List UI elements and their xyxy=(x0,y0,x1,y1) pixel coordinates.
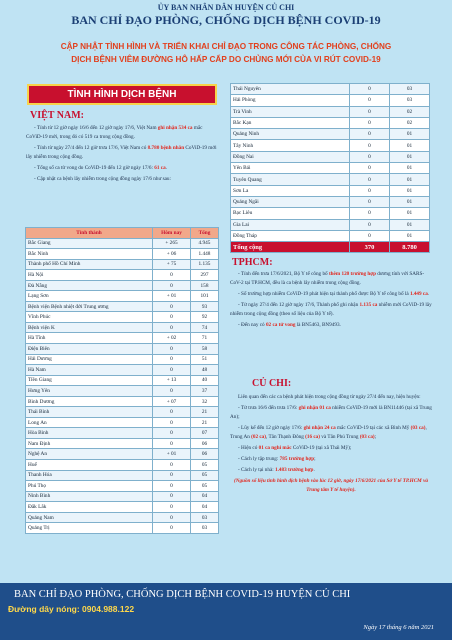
cuchi-text xyxy=(230,393,432,495)
cell-today: 0 xyxy=(153,354,191,365)
cell-province: Hưng Yên xyxy=(26,386,153,397)
cell-today: 0 xyxy=(153,407,191,418)
cell-today: 0 xyxy=(153,270,191,281)
cell-province: Đồng Nai xyxy=(231,151,350,162)
cell-province: Bắc Giang xyxy=(26,238,153,249)
text-run: , Trung An xyxy=(230,425,427,440)
cell-province: Yên Bái xyxy=(231,163,350,174)
cell-total: 1.448 xyxy=(191,249,219,260)
cell-province: Long An xyxy=(26,417,153,428)
table-row xyxy=(26,354,219,365)
cases-table-right xyxy=(230,83,430,253)
hotline: Đường dây nóng: 0904.988.122 xyxy=(8,604,135,614)
cell-today: 0 xyxy=(153,523,191,534)
cell-total: 92 xyxy=(191,312,219,323)
cell-today: + 06 xyxy=(153,249,191,260)
cell-province: Tuyên Quang xyxy=(231,174,350,185)
cell-province: Hà Tĩnh xyxy=(26,333,153,344)
cell-total: 40 xyxy=(191,375,219,386)
hcm-paragraph-4 xyxy=(230,321,432,330)
section-banner: TÌNH HÌNH DỊCH BỆNH xyxy=(27,84,217,105)
cell-total: 04 xyxy=(191,502,219,513)
table-row xyxy=(26,396,219,407)
cuchi-paragraph-3 xyxy=(230,444,432,453)
table-row xyxy=(26,333,219,344)
highlight: ghi nhận 01 ca xyxy=(298,405,331,411)
page-footer xyxy=(0,583,452,640)
table-row xyxy=(26,523,219,534)
cell-total: 05 xyxy=(191,470,219,481)
cell-province: Hà Nội xyxy=(26,270,153,281)
table-row xyxy=(26,481,219,492)
cell-total: 48 xyxy=(191,365,219,376)
cell-province: Đăk Lăk xyxy=(26,502,153,513)
hcm-paragraph-1 xyxy=(230,270,432,288)
table-row xyxy=(26,280,219,291)
cell-today: 0 xyxy=(153,365,191,376)
cuchi-paragraph-4 xyxy=(230,455,432,464)
cell-province: Bệnh viện K xyxy=(26,322,153,333)
table-row xyxy=(231,196,430,207)
table-row xyxy=(26,270,219,281)
cell-today: + 07 xyxy=(153,396,191,407)
text-run: - Số trường hợp nhiễm CoViD-19 phát hiện tại thành phố được Bộ Y tế công bố là xyxy=(238,291,410,297)
text-run: CoViD-19 mới lây nhiễm trong cộng đồng. xyxy=(26,145,217,160)
cell-province: Bệnh viện Bệnh nhiệt đới Trung ương xyxy=(26,301,153,312)
hcm-paragraph-2 xyxy=(230,290,432,299)
table-row xyxy=(231,106,430,117)
cell-total: 01 xyxy=(390,208,430,219)
cell-today: 0 xyxy=(350,174,390,185)
cell-today: 0 xyxy=(153,312,191,323)
vietnam-text xyxy=(26,124,218,184)
cell-province: Hải Dương xyxy=(26,354,153,365)
text-run: mắc CoViD-19 tại các xã Bình Mỹ xyxy=(335,425,411,431)
text-run: dương tính với SARS-CoV-2 tại TP.HCM, đều là ca bệnh lây nhiễm trong cộng đồng. xyxy=(230,271,425,286)
hcm-text xyxy=(230,270,432,330)
table-row xyxy=(231,174,430,185)
table-row xyxy=(26,407,219,418)
cell-today: + 13 xyxy=(153,375,191,386)
subtitle xyxy=(6,40,446,66)
cuchi-paragraph-1 xyxy=(230,404,432,422)
cell-province: Hà Nam xyxy=(26,365,153,376)
cell-today: 0 xyxy=(153,344,191,355)
table-row xyxy=(26,312,219,323)
cell-total: 04 xyxy=(191,491,219,502)
text-run: - Cách ly tại nhà: xyxy=(238,467,276,473)
col-header-province: Tỉnh thành xyxy=(26,228,153,239)
cell-total: 01 xyxy=(390,140,430,151)
table-row xyxy=(26,249,219,260)
cell-today: 0 xyxy=(153,280,191,291)
table-row xyxy=(26,301,219,312)
cell-today: 0 xyxy=(350,151,390,162)
col-header-total: Tổng xyxy=(191,228,219,239)
cell-total: 07 xyxy=(191,428,219,439)
cuchi-paragraph-2 xyxy=(230,424,432,442)
cell-province: Quảng Trị xyxy=(26,523,153,534)
table-row xyxy=(231,129,430,140)
table-row xyxy=(231,84,430,95)
cell-province: Gia Lai xyxy=(231,219,350,230)
table-row xyxy=(231,219,430,230)
subtitle-line-1: CẬP NHẬT TÌNH HÌNH VÀ TRIỂN KHAI CHỈ ĐẠO TRONG CÔNG TÁC PHÒNG, CHỐNG xyxy=(60,42,392,51)
table-row xyxy=(26,238,219,249)
cell-today: 0 xyxy=(350,95,390,106)
text-run: là BN5463, BN9493. xyxy=(295,322,341,328)
text-run: - Tính đến trưa 17/6/2021, Bộ Y tế công bố xyxy=(238,271,329,277)
cell-today: 0 xyxy=(153,512,191,523)
cell-today: 0 xyxy=(350,196,390,207)
highlight: 61 ca xyxy=(154,165,166,171)
cell-today: + 01 xyxy=(153,449,191,460)
cell-total: 03 xyxy=(191,523,219,534)
cell-total: 01 xyxy=(390,219,430,230)
cell-total: 01 xyxy=(390,185,430,196)
page-header xyxy=(0,0,452,28)
cell-total: 01 xyxy=(390,163,430,174)
cell-province: Quảng Ninh xyxy=(231,129,350,140)
total-sum: 8.780 xyxy=(390,242,430,253)
cell-today: 0 xyxy=(153,502,191,513)
cell-today: + 01 xyxy=(153,291,191,302)
cell-today: 0 xyxy=(350,129,390,140)
cell-total: 01 xyxy=(390,196,430,207)
table-row xyxy=(26,438,219,449)
cuchi-paragraph-0: Liên quan đến các ca bệnh phát hiện trong cộng đồng từ ngày 27/4 đến nay, hiện huyện: xyxy=(238,394,421,400)
cell-today: 0 xyxy=(153,491,191,502)
subtitle-line-2: DỊCH BỆNH VIÊM ĐƯỜNG HÔ HẤP CẤP DO CHỦNG MỚI CỦA VI RÚT COVID-19 xyxy=(71,55,381,64)
highlight: 1.135 ca xyxy=(359,302,378,308)
text-run: ; xyxy=(374,434,377,440)
cell-today: 0 xyxy=(153,322,191,333)
cell-province: Bình Dương xyxy=(26,396,153,407)
total-today: 370 xyxy=(350,242,390,253)
cell-today: 0 xyxy=(350,208,390,219)
text-run: , Tân Thạnh Đông xyxy=(266,434,306,440)
cell-total: 4.945 xyxy=(191,238,219,249)
cell-total: 03 xyxy=(390,95,430,106)
cell-total: 21 xyxy=(191,417,219,428)
vietnam-title: VIỆT NAM: xyxy=(30,110,84,121)
table-row xyxy=(26,291,219,302)
cell-total: 03 xyxy=(390,84,430,95)
cell-province: Quảng Nam xyxy=(26,512,153,523)
cell-today: 0 xyxy=(350,185,390,196)
table-row xyxy=(231,163,430,174)
highlight: (02 ca) xyxy=(251,434,266,440)
hcm-paragraph-3 xyxy=(230,301,432,319)
cell-today: 0 xyxy=(350,163,390,174)
cell-total: 158 xyxy=(191,280,219,291)
table-row xyxy=(26,322,219,333)
cell-province: Lạng Sơn xyxy=(26,291,153,302)
cell-today: 0 xyxy=(153,417,191,428)
cell-province: Vĩnh Phúc xyxy=(26,312,153,323)
cell-total: 21 xyxy=(191,407,219,418)
total-label: Tổng cộng xyxy=(231,242,350,253)
cell-province: Thái Bình xyxy=(26,407,153,418)
cell-total: 37 xyxy=(191,386,219,397)
cell-total: 51 xyxy=(191,354,219,365)
table-row xyxy=(231,185,430,196)
cell-total: 74 xyxy=(191,322,219,333)
highlight: 01 ca nghi mắc xyxy=(258,445,292,451)
cases-table-left xyxy=(25,227,219,534)
cell-total: 03 xyxy=(191,512,219,523)
cell-province: Hải Phòng xyxy=(231,95,350,106)
table-row xyxy=(231,230,430,241)
cell-today: 0 xyxy=(153,460,191,471)
cell-today: 0 xyxy=(153,438,191,449)
text-run: - Cách ly tập trung: xyxy=(238,456,280,462)
text-run: - Tính từ ngày 27/4 đến 12 giờ trưa 17/6, Việt Nam có xyxy=(34,145,148,151)
highlight: 785 trường hợp xyxy=(279,456,315,462)
table-row xyxy=(231,117,430,128)
cell-today: 0 xyxy=(350,230,390,241)
cell-province: Quảng Ngãi xyxy=(231,196,350,207)
cell-province: Bắc Kạn xyxy=(231,117,350,128)
table-row xyxy=(26,344,219,355)
cell-province: Bắc Ninh xyxy=(26,249,153,260)
table-row xyxy=(26,502,219,513)
text-run: - Hiện có xyxy=(238,445,259,451)
highlight: (03 ca) xyxy=(359,434,375,440)
cell-total: 297 xyxy=(191,270,219,281)
cell-province: Thành phố Hồ Chí Minh xyxy=(26,259,153,270)
source-note: (Nguồn số liệu tình hình dịch bệnh vào lúc 12 giờ, ngày 17/6/2021 của Sở Y tế TP.HCM và Trung tâm Y tế huyện). xyxy=(234,478,428,493)
cell-total: 05 xyxy=(191,460,219,471)
text-run: - Đến nay có xyxy=(238,322,266,328)
vietnam-paragraph-1 xyxy=(26,124,218,142)
text-run: . xyxy=(313,467,315,473)
cell-total: 02 xyxy=(390,106,430,117)
cell-today: 0 xyxy=(350,117,390,128)
table-row xyxy=(26,491,219,502)
cuchi-paragraph-5 xyxy=(230,466,432,475)
text-run: . xyxy=(427,291,430,297)
cell-province: Thanh Hóa xyxy=(26,470,153,481)
cell-total: 02 xyxy=(390,117,430,128)
cell-province: Sơn La xyxy=(231,185,350,196)
cell-total: 01 xyxy=(390,230,430,241)
vietnam-paragraph-4: - Cập nhật ca bệnh lây nhiễm trong cộng đồng ngày 17/6 như sau: xyxy=(34,176,171,182)
text-run: - Từ trưa 16/6 đến trưa 17/6: xyxy=(238,405,299,411)
cell-total: 93 xyxy=(191,301,219,312)
cell-today: 0 xyxy=(153,428,191,439)
office-name: BAN CHỈ ĐẠO PHÒNG, CHỐNG DỊCH BỆNH COVID-19 xyxy=(71,13,381,27)
org-name: ỦY BAN NHÂN DÂN HUYỆN CỦ CHI xyxy=(157,3,295,12)
text-run: CoViD-19 (tại xã Thái Mỹ); xyxy=(291,445,352,451)
text-run: ; xyxy=(314,456,316,462)
cell-today: 0 xyxy=(153,470,191,481)
highlight: (16 ca) xyxy=(305,434,320,440)
vietnam-paragraph-2 xyxy=(26,144,218,162)
text-run: . xyxy=(165,165,167,171)
cell-province: Bạc Liêu xyxy=(231,208,350,219)
text-run: nhiễm CoViD-19 mới là BN11446 (tại xã Trung An); xyxy=(230,405,432,420)
table-row xyxy=(231,151,430,162)
cell-province: Phú Thọ xyxy=(26,481,153,492)
cell-total: 01 xyxy=(390,174,430,185)
vietnam-paragraph-3 xyxy=(26,164,218,173)
table-row xyxy=(26,460,219,471)
table-row xyxy=(26,259,219,270)
footer-title: BAN CHỈ ĐẠO PHÒNG, CHỐNG DỊCH BỆNH COVID-19 HUYỆN CỦ CHI xyxy=(14,589,351,600)
cell-total: 71 xyxy=(191,333,219,344)
cell-total: 58 xyxy=(191,344,219,355)
text-run: mắc CoViD-19 mới, trong đó có 519 ca trong cộng đồng. xyxy=(26,125,203,140)
table-row xyxy=(26,470,219,481)
table-row xyxy=(26,417,219,428)
cell-province: Thái Nguyên xyxy=(231,84,350,95)
table-row xyxy=(26,375,219,386)
cell-province: Đà Nẵng xyxy=(26,280,153,291)
table-row xyxy=(26,428,219,439)
highlight: 8.780 bệnh nhân xyxy=(147,145,185,151)
cell-province: Tây Ninh xyxy=(231,140,350,151)
cell-total: 05 xyxy=(191,481,219,492)
cell-today: 0 xyxy=(350,84,390,95)
cell-province: Hòa Bình xyxy=(26,428,153,439)
text-run: và Tân Phú Trung xyxy=(320,434,360,440)
table-header-row xyxy=(26,228,219,239)
cell-province: Trà Vinh xyxy=(231,106,350,117)
footer-date: Ngày 17 tháng 6 năm 2021 xyxy=(363,624,434,631)
cell-province: Nam Định xyxy=(26,438,153,449)
cell-today: 0 xyxy=(153,301,191,312)
highlight: ghi nhận 534 ca xyxy=(157,125,193,131)
table-row xyxy=(26,512,219,523)
table-row xyxy=(26,365,219,376)
cell-province: Điện Biên xyxy=(26,344,153,355)
highlight: 02 ca tử vong xyxy=(265,322,296,328)
hcm-title: TPHCM: xyxy=(232,257,273,268)
cell-province: Nghệ An xyxy=(26,449,153,460)
text-run: nhiễm mới CoViD-19 lây nhiễm trong cộng đồng (theo số liệu của Bộ Y tế). xyxy=(230,302,432,317)
highlight: ghi nhận 24 ca xyxy=(303,425,336,431)
cell-province: Ninh Bình xyxy=(26,491,153,502)
text-run: - Từ ngày 27/4 đến 12 giờ ngày 17/6, Thành phố ghi nhận xyxy=(238,302,360,308)
col-header-today: Hôm nay xyxy=(153,228,191,239)
table-row xyxy=(26,386,219,397)
table-row xyxy=(231,140,430,151)
cell-today: + 265 xyxy=(153,238,191,249)
cuchi-title: CỦ CHI: xyxy=(252,378,292,389)
text-run: - Tổng số ca tử vong do CoViD-19 đến 12 giờ ngày 17/6: xyxy=(34,165,155,171)
cell-today: 0 xyxy=(350,140,390,151)
cell-today: 0 xyxy=(350,219,390,230)
cell-province: Huế xyxy=(26,460,153,471)
cell-today: 0 xyxy=(350,106,390,117)
highlight: 1.483 trường hợp xyxy=(275,467,314,473)
text-run: - Tính từ 12 giờ ngày 16/6 đến 12 giờ ngày 17/6, Việt Nam xyxy=(34,125,158,131)
table-row xyxy=(26,449,219,460)
cell-province: Tiền Giang xyxy=(26,375,153,386)
cell-total: 1.135 xyxy=(191,259,219,270)
cell-today: 0 xyxy=(153,481,191,492)
cell-today: + 75 xyxy=(153,259,191,270)
cell-total: 32 xyxy=(191,396,219,407)
cell-total: 06 xyxy=(191,438,219,449)
table-row xyxy=(231,95,430,106)
text-run: - Lũy kế đến 12 giờ ngày 17/6: xyxy=(238,425,304,431)
highlight: (03 ca) xyxy=(410,425,426,431)
cell-today: + 02 xyxy=(153,333,191,344)
cell-total: 06 xyxy=(191,449,219,460)
cell-province: Đồng Tháp xyxy=(231,230,350,241)
highlight: 1.449 ca xyxy=(409,291,428,297)
cell-total: 101 xyxy=(191,291,219,302)
highlight: thêm 120 trường hợp xyxy=(328,271,376,277)
table-row xyxy=(231,208,430,219)
total-row xyxy=(231,242,430,253)
cell-today: 0 xyxy=(153,386,191,397)
cell-total: 01 xyxy=(390,151,430,162)
cell-total: 01 xyxy=(390,129,430,140)
